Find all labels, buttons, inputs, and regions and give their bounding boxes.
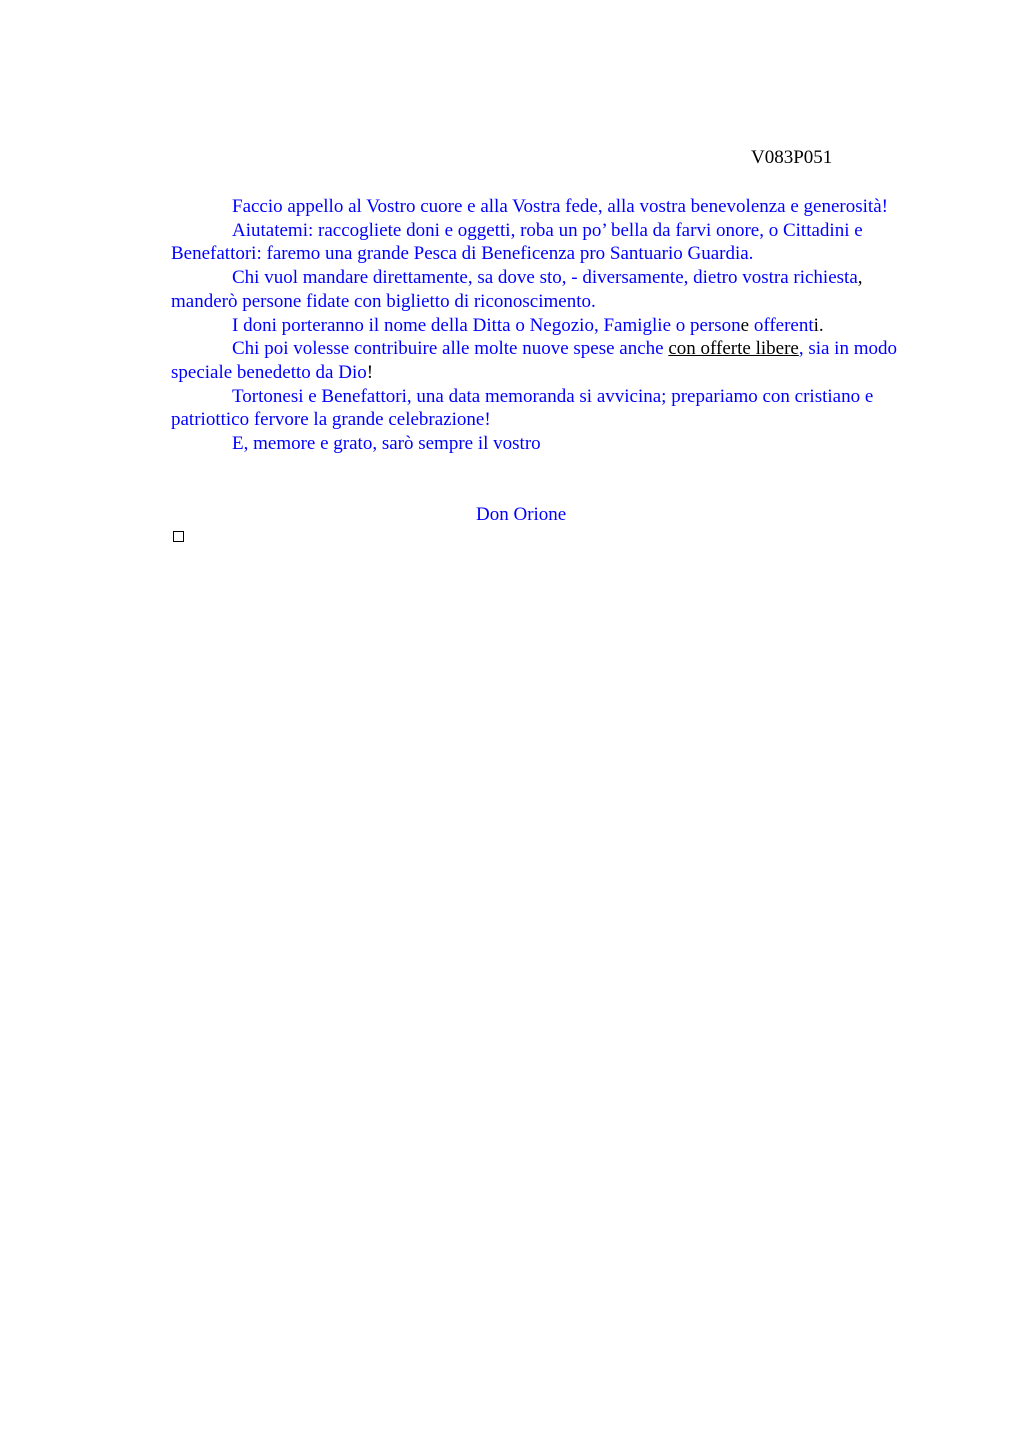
checkbox-outline-icon	[173, 531, 184, 542]
paragraph-4	[171, 314, 923, 338]
paragraph-4-word: offerent	[749, 314, 814, 336]
paragraph-3-comma: ,	[857, 267, 863, 289]
paragraph-5	[171, 337, 923, 384]
paragraph-2: Aiutatemi: raccogliete doni e oggetti, roba un po’ bella da farvi onore, o Cittadini e Benefattori: faremo una grande Pesca di Beneficenza pro Santuario Guardia.	[171, 219, 863, 265]
paragraph-4-text: I doni porteranno il nome della Ditta o Negozio, Famiglie o person	[232, 314, 741, 336]
paragraph-6: Tortonesi e Benefattori, una data memoranda si avvicina; prepariamo con cristiano e patriottico fervore la grande celebrazione!	[171, 385, 874, 431]
page-reference: V083P051	[751, 147, 833, 168]
paragraph-4-ending: i.	[813, 314, 824, 336]
signature: Don Orione	[476, 504, 567, 525]
paragraph-3	[171, 266, 923, 313]
paragraph-3-text: Chi vuol mandare direttamente, sa dove sto, - diversamente, dietro vostra richiesta	[232, 267, 858, 289]
paragraph-4-letter-e: e	[740, 314, 750, 336]
paragraph-5-underlined-phrase: con offerte libere	[668, 338, 799, 360]
paragraph-3-tail: manderò persone fidate con biglietto di riconoscimento.	[171, 290, 596, 312]
paragraph-7: E, memore e grato, sarò sempre il vostro	[232, 433, 541, 455]
paragraph-5-exclamation: !	[366, 361, 374, 383]
paragraph-5-tail: , sia in modo speciale benedetto da Dio	[171, 338, 897, 383]
letter-body	[171, 195, 923, 456]
paragraph-1: Faccio appello al Vostro cuore e alla Vostra fede, alla vostra benevolenza e generosità!	[232, 196, 888, 217]
paragraph-5-text: Chi poi volesse contribuire alle molte nuove spese anche	[232, 338, 669, 360]
